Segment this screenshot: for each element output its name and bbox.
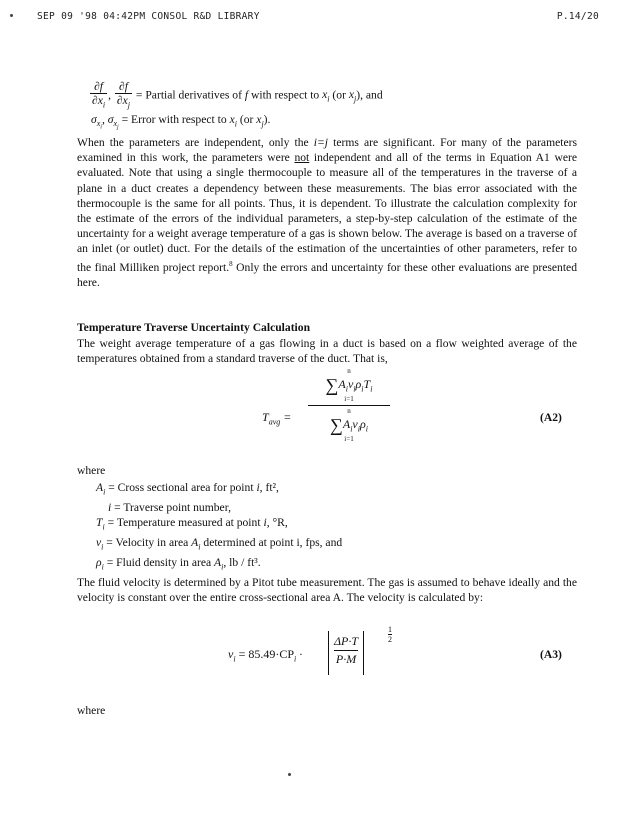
equation-number-a3: (A3): [540, 648, 562, 661]
partial-desc: = Partial derivatives of f with respect to $x_i$ (or $x_j$), and: [135, 88, 383, 104]
sigma-definition: $\sigma_{x_i}$, $\sigma_{x_j}$ = Error with respect to $x_i$ (or $x_j$).: [91, 113, 271, 131]
equation-a2: $T_{avg}$ = n ∑ $A_iv_i\rho_iT_i$ i=1 n ∑ $A_iv_i\rho_i$ i=1: [262, 368, 402, 468]
paragraph-independence: When the parameters are independent, only the i=j terms are significant. For many of the parameters examined in this work, the parameters were not independent and all of the terms in Equation A1 were evaluated. Note that using a single thermocouple to measure all of the temperatures in the traverse of a plane in a duct creates a dependency between these measurements. The bias error associated with the thermocouple is the same for all points. Thus, it is dependent. To illustrate the calculation complexity for the estimate of the errors of the individual parameters, a step-by-step calculation of the estimate of the uncertainty for a weight average temperature of a gas is shown below. The average is based on a traverse of an inlet (or outlet) duct. For the details of the estimation of the uncertainties of other parameters, refer to the final Milliken project report.$^8$ Only the errors and uncertainty for these other evaluations are presented here.: [77, 136, 577, 289]
equation-a3: $v_i = 85.49\cdot CP_i$ · ΔP·T P·M 1 2: [228, 625, 408, 685]
where-label-1: where: [77, 464, 106, 477]
paragraph-weight-average: The weight average temperature of a gas flowing in a duct is based on a flow weighted average of the temperatures obtained from a standard traverse of the duct. That is,: [77, 337, 577, 366]
variable-definitions: [96, 480, 342, 575]
page-speck: [288, 773, 291, 776]
equation-number-a2: (A2): [540, 411, 562, 424]
def-density: $\rho_i$ = Fluid density in area $A_i$, lb / ft³.: [96, 555, 261, 572]
fax-page-number: P.14/20: [556, 11, 599, 22]
section-title: Temperature Traverse Uncertainty Calculation: [77, 321, 311, 334]
partial-fraction-j: $\frac{\partial f}{\partial x_j}$: [116, 80, 131, 110]
def-velocity: $v_i$ = Velocity in area $A_i$ determined at point i, fps, and: [96, 536, 343, 552]
def-index: i = Traverse point number,: [108, 500, 231, 514]
where-label-2: where: [77, 704, 106, 717]
partial-derivative-definition: $\frac{\partial f}{\partial x_i}$ , $\frac{\partial f}{\partial x_j}$ = Partial derivatives of f with respect to $x_i$ (or $x_j$), and: [92, 80, 383, 110]
fax-header-left: SEP 09 '98 04:42PM CONSOL R&D LIBRARY: [37, 11, 260, 22]
partial-fraction-i: $\frac{\partial f}{\partial x_i}$: [92, 80, 106, 110]
paragraph-velocity: The fluid velocity is determined by a Pitot tube measurement. The gas is assumed to behave ideally and the velocity is constant over the entire cross-sectional area A. The velocity is calculated by:: [77, 576, 577, 605]
def-temperature: $T_i$ = Temperature measured at point i, °R,: [96, 516, 288, 532]
def-area: $A_i$ = Cross sectional area for point i, ft²,: [96, 481, 279, 497]
fax-speck: [10, 14, 13, 17]
